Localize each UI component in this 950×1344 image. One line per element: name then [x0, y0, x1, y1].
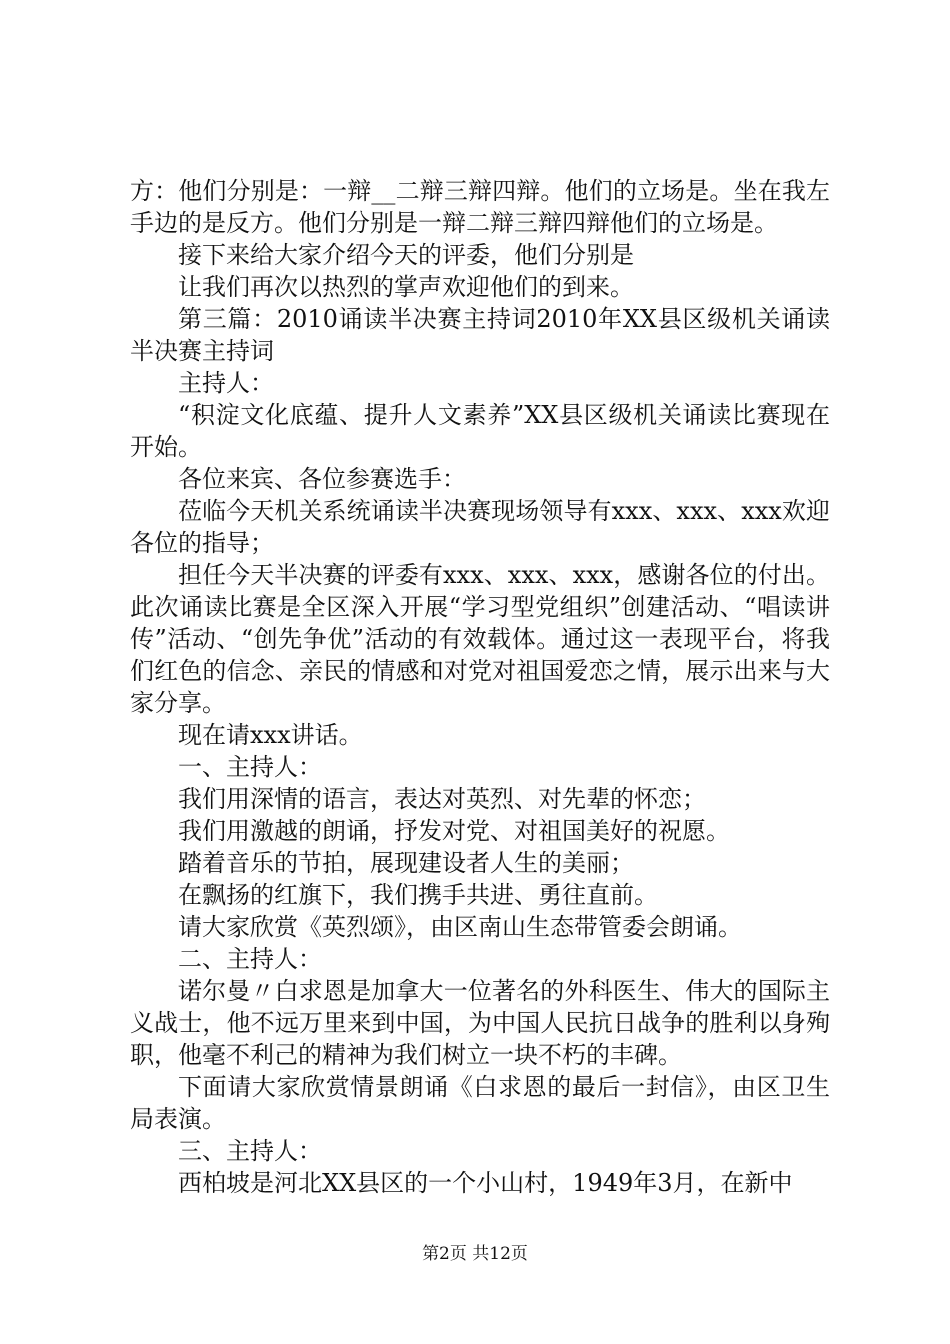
paragraph: 担任今天半决赛的评委有xxx、xxx、xxx，感谢各位的付出。此次诵读比赛是全区深入开展“学习型党组织”创建活动、“唱读讲传”活动、“创先争优”活动的有效载体。通过这一表现平台，将我们红色的信念、亲民的情感和对党对祖国爱恋之情，展示出来与大家分享。	[130, 561, 830, 717]
paragraph: 各位来宾、各位参赛选手：	[178, 465, 466, 493]
paragraph: 莅临今天机关系统诵读半决赛现场领导有xxx、xxx、xxx欢迎各位的指导；	[130, 497, 830, 557]
page-footer	[0, 1243, 950, 1265]
paragraph: 请大家欣赏《英烈颂》，由区南山生态带管委会朗诵。	[178, 913, 742, 941]
section-heading: 第三篇：2010诵读半决赛主持词2010年XX县区级机关诵读半决赛主持词	[130, 305, 830, 365]
paragraph: 西柏坡是河北XX县区的一个小山村，1949年3月，在新中	[178, 1169, 793, 1197]
document-body	[130, 175, 830, 1199]
paragraph: 主持人：	[178, 369, 274, 397]
paragraph: 接下来给大家介绍今天的评委，他们分别是	[178, 241, 634, 269]
paragraph: 踏着音乐的节拍，展现建设者人生的美丽；	[178, 849, 634, 877]
paragraph: 让我们再次以热烈的掌声欢迎他们的到来。	[178, 273, 634, 301]
paragraph: 三、主持人：	[178, 1137, 322, 1165]
paragraph: 下面请大家欣赏情景朗诵《白求恩的最后一封信》，由区卫生局表演。	[130, 1073, 830, 1133]
paragraph: 我们用深情的语言，表达对英烈、对先辈的怀恋；	[178, 785, 706, 813]
paragraph: 方：他们分别是：一辩__二辩三辩四辩。他们的立场是。坐在我左手边的是反方。他们分别是一辩二辩三辩四辩他们的立场是。	[130, 177, 830, 237]
page-number: 第2页 共12页	[422, 1244, 528, 1264]
paragraph: 在飘扬的红旗下，我们携手共进、勇往直前。	[178, 881, 658, 909]
paragraph: 现在请xxx讲话。	[178, 721, 363, 749]
paragraph: 二、主持人：	[178, 945, 322, 973]
paragraph: “积淀文化底蕴、提升人文素养”XX县区级机关诵读比赛现在开始。	[130, 401, 830, 461]
paragraph: 我们用激越的朗诵，抒发对党、对祖国美好的祝愿。	[178, 817, 730, 845]
paragraph: 一、主持人：	[178, 753, 322, 781]
paragraph: 诺尔曼〃白求恩是加拿大一位著名的外科医生、伟大的国际主义战士，他不远万里来到中国，为中国人民抗日战争的胜利以身殉职，他毫不利己的精神为我们树立一块不朽的丰碑。	[130, 977, 830, 1069]
